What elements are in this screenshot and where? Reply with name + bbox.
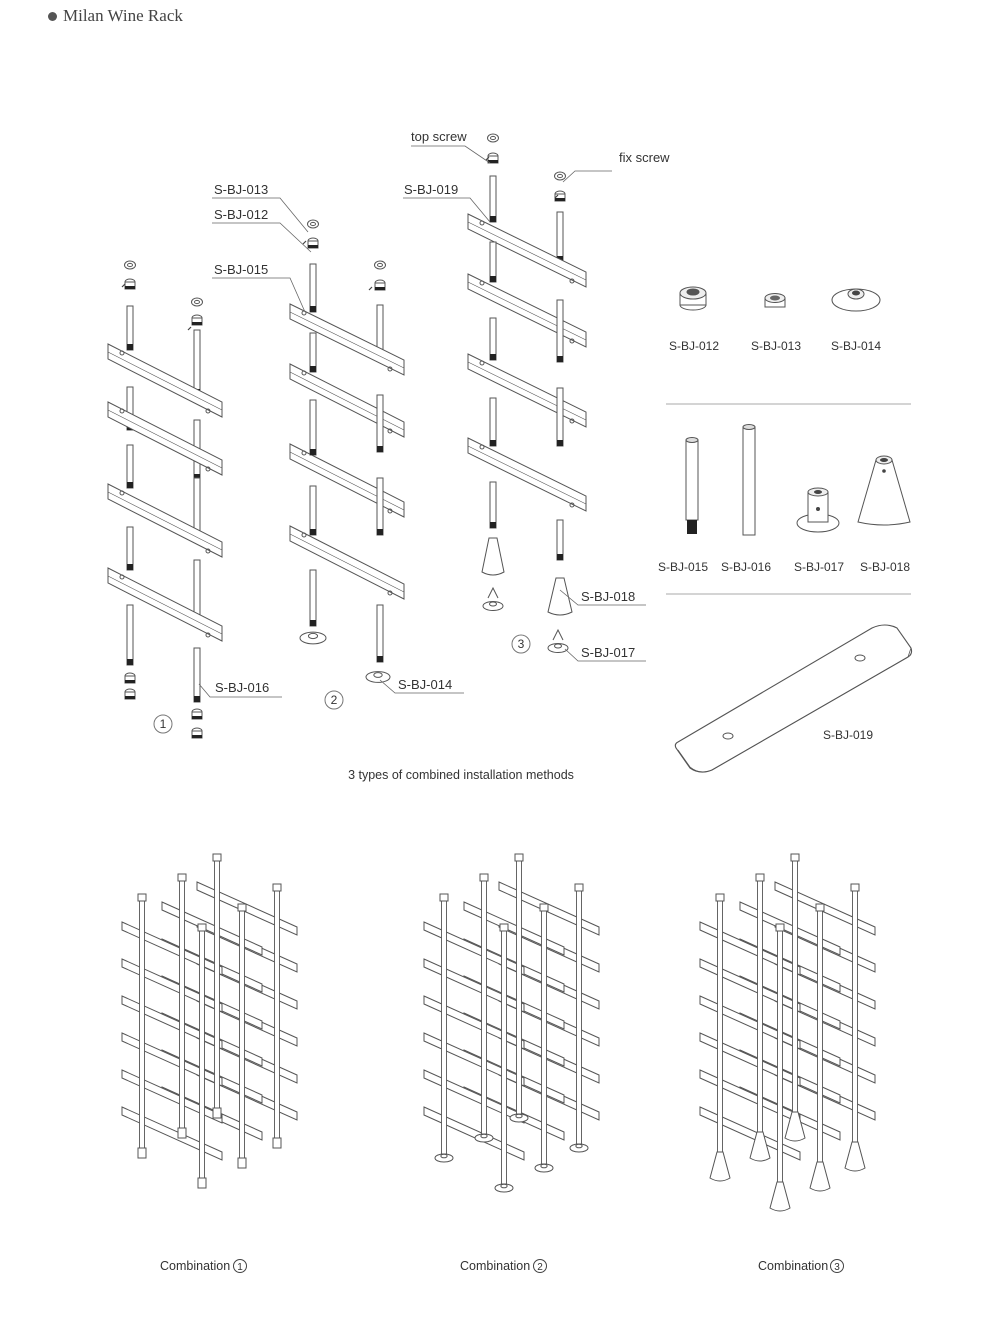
rod xyxy=(127,445,133,488)
rod-thread xyxy=(490,216,496,222)
part-s-bj-018-hole xyxy=(880,458,888,462)
combination-2-rack xyxy=(424,854,599,1192)
callout-fix-screw: fix screw xyxy=(619,150,670,165)
leader-top-screw xyxy=(411,146,490,163)
rod-thread xyxy=(557,554,563,560)
plate-edge xyxy=(290,312,404,368)
rod xyxy=(490,176,496,222)
rod xyxy=(490,318,496,360)
cap-band xyxy=(192,735,202,738)
combo-pole xyxy=(542,910,547,1164)
rod xyxy=(557,388,563,446)
callout-s-bj-014: S-BJ-014 xyxy=(398,677,453,692)
combo-cone-foot xyxy=(770,1182,790,1211)
rod xyxy=(194,560,200,620)
part-label-s-bj-017: S-BJ-017 xyxy=(793,560,845,574)
callout-s-bj-012: S-BJ-012 xyxy=(214,207,269,222)
rod xyxy=(194,330,200,395)
wing-screw xyxy=(488,588,498,598)
rod-thread xyxy=(127,344,133,350)
rod-thread xyxy=(310,306,316,312)
method-1-number: 1 xyxy=(159,717,167,731)
combo-cone-foot xyxy=(810,1162,830,1191)
combo-cap xyxy=(515,854,523,861)
combo-pole xyxy=(577,890,582,1144)
rod-thread xyxy=(490,276,496,282)
plate-edge xyxy=(468,362,586,420)
cap-band xyxy=(375,287,385,290)
part-label-s-bj-013: S-BJ-013 xyxy=(750,339,802,353)
combo-pole xyxy=(275,890,280,1144)
callout-top-screw: top screw xyxy=(411,129,467,144)
plate-edge xyxy=(468,446,586,504)
screw-arrow xyxy=(188,327,191,330)
top-screw xyxy=(555,172,566,180)
plate-edge xyxy=(108,492,222,550)
part-s-bj-019 xyxy=(675,625,911,772)
top-screw xyxy=(375,261,386,269)
shelf-plate-method-1 xyxy=(108,402,222,475)
callout-s-bj-015: S-BJ-015 xyxy=(214,262,269,277)
rod-s-bj-016 xyxy=(194,648,200,702)
combo-cone-foot xyxy=(845,1142,865,1171)
rod xyxy=(377,395,383,452)
part-s-bj-016-top xyxy=(743,425,755,430)
combo-cap xyxy=(440,894,448,901)
combo-cap-foot xyxy=(178,1128,186,1138)
plate-edge xyxy=(290,534,404,592)
cap-band xyxy=(125,286,135,289)
rod-thread xyxy=(557,440,563,446)
rod xyxy=(310,486,316,535)
combination-3-rack xyxy=(700,854,875,1211)
shelf-plate-method-1 xyxy=(108,484,222,557)
rod xyxy=(377,478,383,535)
combo-cap xyxy=(851,884,859,891)
cap-band xyxy=(125,696,135,699)
exploded-view-method-1 xyxy=(108,261,222,738)
leader-s-bj-012 xyxy=(212,223,311,252)
plate-edge xyxy=(108,410,222,468)
combination-3-number: 3 xyxy=(834,1262,840,1273)
combo-pole xyxy=(758,880,763,1134)
part-label-s-bj-018: S-BJ-018 xyxy=(859,560,911,574)
rod-thread xyxy=(310,620,316,626)
parts-catalog xyxy=(666,287,912,772)
rod-thread xyxy=(377,529,383,535)
rod-thread xyxy=(310,449,316,455)
screw-arrow xyxy=(303,241,306,244)
rod-thread xyxy=(557,356,563,362)
cap-band xyxy=(192,322,202,325)
combo-cone-foot xyxy=(710,1152,730,1181)
combo-cap xyxy=(756,874,764,881)
combo-cap-foot xyxy=(273,1138,281,1148)
combo-pole xyxy=(442,900,447,1154)
part-label-s-bj-012: S-BJ-012 xyxy=(668,339,720,353)
rod-thread xyxy=(127,482,133,488)
shelf-plate-method-3 xyxy=(468,274,586,347)
callout-s-bj-019: S-BJ-019 xyxy=(404,182,459,197)
rod xyxy=(127,527,133,570)
plate-edge xyxy=(108,352,222,410)
rod-thread xyxy=(490,522,496,528)
combo-cap xyxy=(575,884,583,891)
combination-views xyxy=(122,854,875,1211)
part-s-bj-012-hole xyxy=(687,289,699,295)
top-screw xyxy=(192,298,203,306)
part-s-bj-017-screw xyxy=(816,507,820,511)
top-screw xyxy=(125,261,136,269)
top-screw xyxy=(308,220,319,228)
combo-pole xyxy=(140,900,145,1154)
plate-edge xyxy=(108,576,222,634)
combo-cap-foot xyxy=(138,1148,146,1158)
shelf-plate-method-2 xyxy=(290,304,404,375)
cap-band xyxy=(555,198,565,201)
combo-cap xyxy=(500,924,508,931)
combo-cap xyxy=(138,894,146,901)
combo-cap xyxy=(213,854,221,861)
rod xyxy=(310,400,316,455)
combination-1-number: 1 xyxy=(237,1262,243,1273)
plate-edge xyxy=(290,372,404,430)
rod-thread xyxy=(377,656,383,662)
combo-pole xyxy=(200,930,205,1184)
combo-cap xyxy=(238,904,246,911)
plate-edge xyxy=(468,282,586,340)
combination-1-rack xyxy=(122,854,297,1188)
combo-pole xyxy=(180,880,185,1134)
shelf-plate-method-3 xyxy=(468,438,586,511)
cap-band xyxy=(125,680,135,683)
screw-arrow xyxy=(369,287,372,290)
combo-cap xyxy=(480,874,488,881)
rod xyxy=(127,306,133,350)
rod xyxy=(310,264,316,312)
combo-cap xyxy=(540,904,548,911)
cone-foot-method-3 xyxy=(482,538,504,575)
part-label-s-bj-014: S-BJ-014 xyxy=(830,339,882,353)
combo-pole xyxy=(482,880,487,1134)
combo-cap xyxy=(816,904,824,911)
combo-pole xyxy=(793,860,798,1114)
exploded-view-method-2 xyxy=(290,220,404,682)
combo-cap-foot xyxy=(198,1178,206,1188)
rod-thread xyxy=(310,366,316,372)
part-label-s-bj-016: S-BJ-016 xyxy=(720,560,772,574)
combo-pole xyxy=(517,860,522,1114)
shelf-plate-method-3 xyxy=(468,214,586,287)
shelf-plate-method-1 xyxy=(108,344,222,417)
rod xyxy=(557,212,563,262)
leader-fix-screw xyxy=(563,171,612,182)
shelf-plate-method-3 xyxy=(468,354,586,427)
shelf-plate-method-2 xyxy=(290,444,404,517)
combo-pole xyxy=(853,890,858,1144)
exploded-view-method-3 xyxy=(468,134,586,653)
wing-screw xyxy=(553,630,563,640)
combination-2-number: 2 xyxy=(537,1262,543,1273)
rod xyxy=(310,570,316,626)
cap-band xyxy=(192,716,202,719)
combo-cap xyxy=(178,874,186,881)
rod-thread xyxy=(194,696,200,702)
combo-pole xyxy=(215,860,220,1114)
rod-thread xyxy=(127,659,133,665)
part-label-s-bj-015: S-BJ-015 xyxy=(657,560,709,574)
base-disc-method-2 xyxy=(300,632,326,644)
combo-pole xyxy=(718,900,723,1154)
combo-cap xyxy=(716,894,724,901)
shelf-plate-method-2 xyxy=(290,526,404,599)
rod-thread xyxy=(310,529,316,535)
combo-cap xyxy=(776,924,784,931)
method-2-number: 2 xyxy=(330,693,338,707)
rod-thread xyxy=(490,354,496,360)
top-screw xyxy=(488,134,499,142)
part-s-bj-015-thread xyxy=(687,520,697,534)
combo-pole xyxy=(778,930,783,1184)
rod-thread xyxy=(377,446,383,452)
rod xyxy=(490,482,496,528)
combo-pole xyxy=(502,930,507,1184)
part-s-bj-017-hole xyxy=(814,490,822,494)
shelf-plate-method-2 xyxy=(290,364,404,437)
part-s-bj-013-hole xyxy=(770,296,780,301)
combo-pole xyxy=(240,910,245,1164)
plate-edge xyxy=(290,452,404,510)
rod xyxy=(557,300,563,362)
plate-edge xyxy=(468,222,586,280)
combination-1-label: Combination xyxy=(160,1259,231,1273)
combo-cap xyxy=(791,854,799,861)
page-title-text: Milan Wine Rack xyxy=(63,6,183,25)
callout-s-bj-013: S-BJ-013 xyxy=(214,182,269,197)
method-3-number: 3 xyxy=(517,637,525,651)
combination-3-label: Combination xyxy=(758,1259,829,1273)
combination-2-label: Combination xyxy=(460,1259,531,1273)
part-label-s-bj-019: S-BJ-019 xyxy=(822,728,874,742)
combo-cap xyxy=(198,924,206,931)
part-s-bj-015-top xyxy=(686,438,698,443)
part-s-bj-018-screw xyxy=(882,469,886,473)
rod-thread xyxy=(127,564,133,570)
combo-pole xyxy=(818,910,823,1164)
cap-band xyxy=(308,245,318,248)
rod xyxy=(127,605,133,665)
part-s-bj-016 xyxy=(743,427,755,535)
part-s-bj-015 xyxy=(686,440,698,520)
rod-thread xyxy=(490,440,496,446)
combo-cap xyxy=(273,884,281,891)
callout-s-bj-017: S-BJ-017 xyxy=(581,645,636,660)
installation-caption: 3 types of combined installation methods xyxy=(348,768,574,782)
rod xyxy=(377,605,383,662)
callout-s-bj-016: S-BJ-016 xyxy=(215,680,270,695)
part-s-bj-014-hole xyxy=(852,291,860,296)
rod xyxy=(490,398,496,446)
combo-cap-foot xyxy=(213,1108,221,1118)
shelf-plate-method-1 xyxy=(108,568,222,641)
combo-cap-foot xyxy=(238,1158,246,1168)
callout-s-bj-018: S-BJ-018 xyxy=(581,589,636,604)
